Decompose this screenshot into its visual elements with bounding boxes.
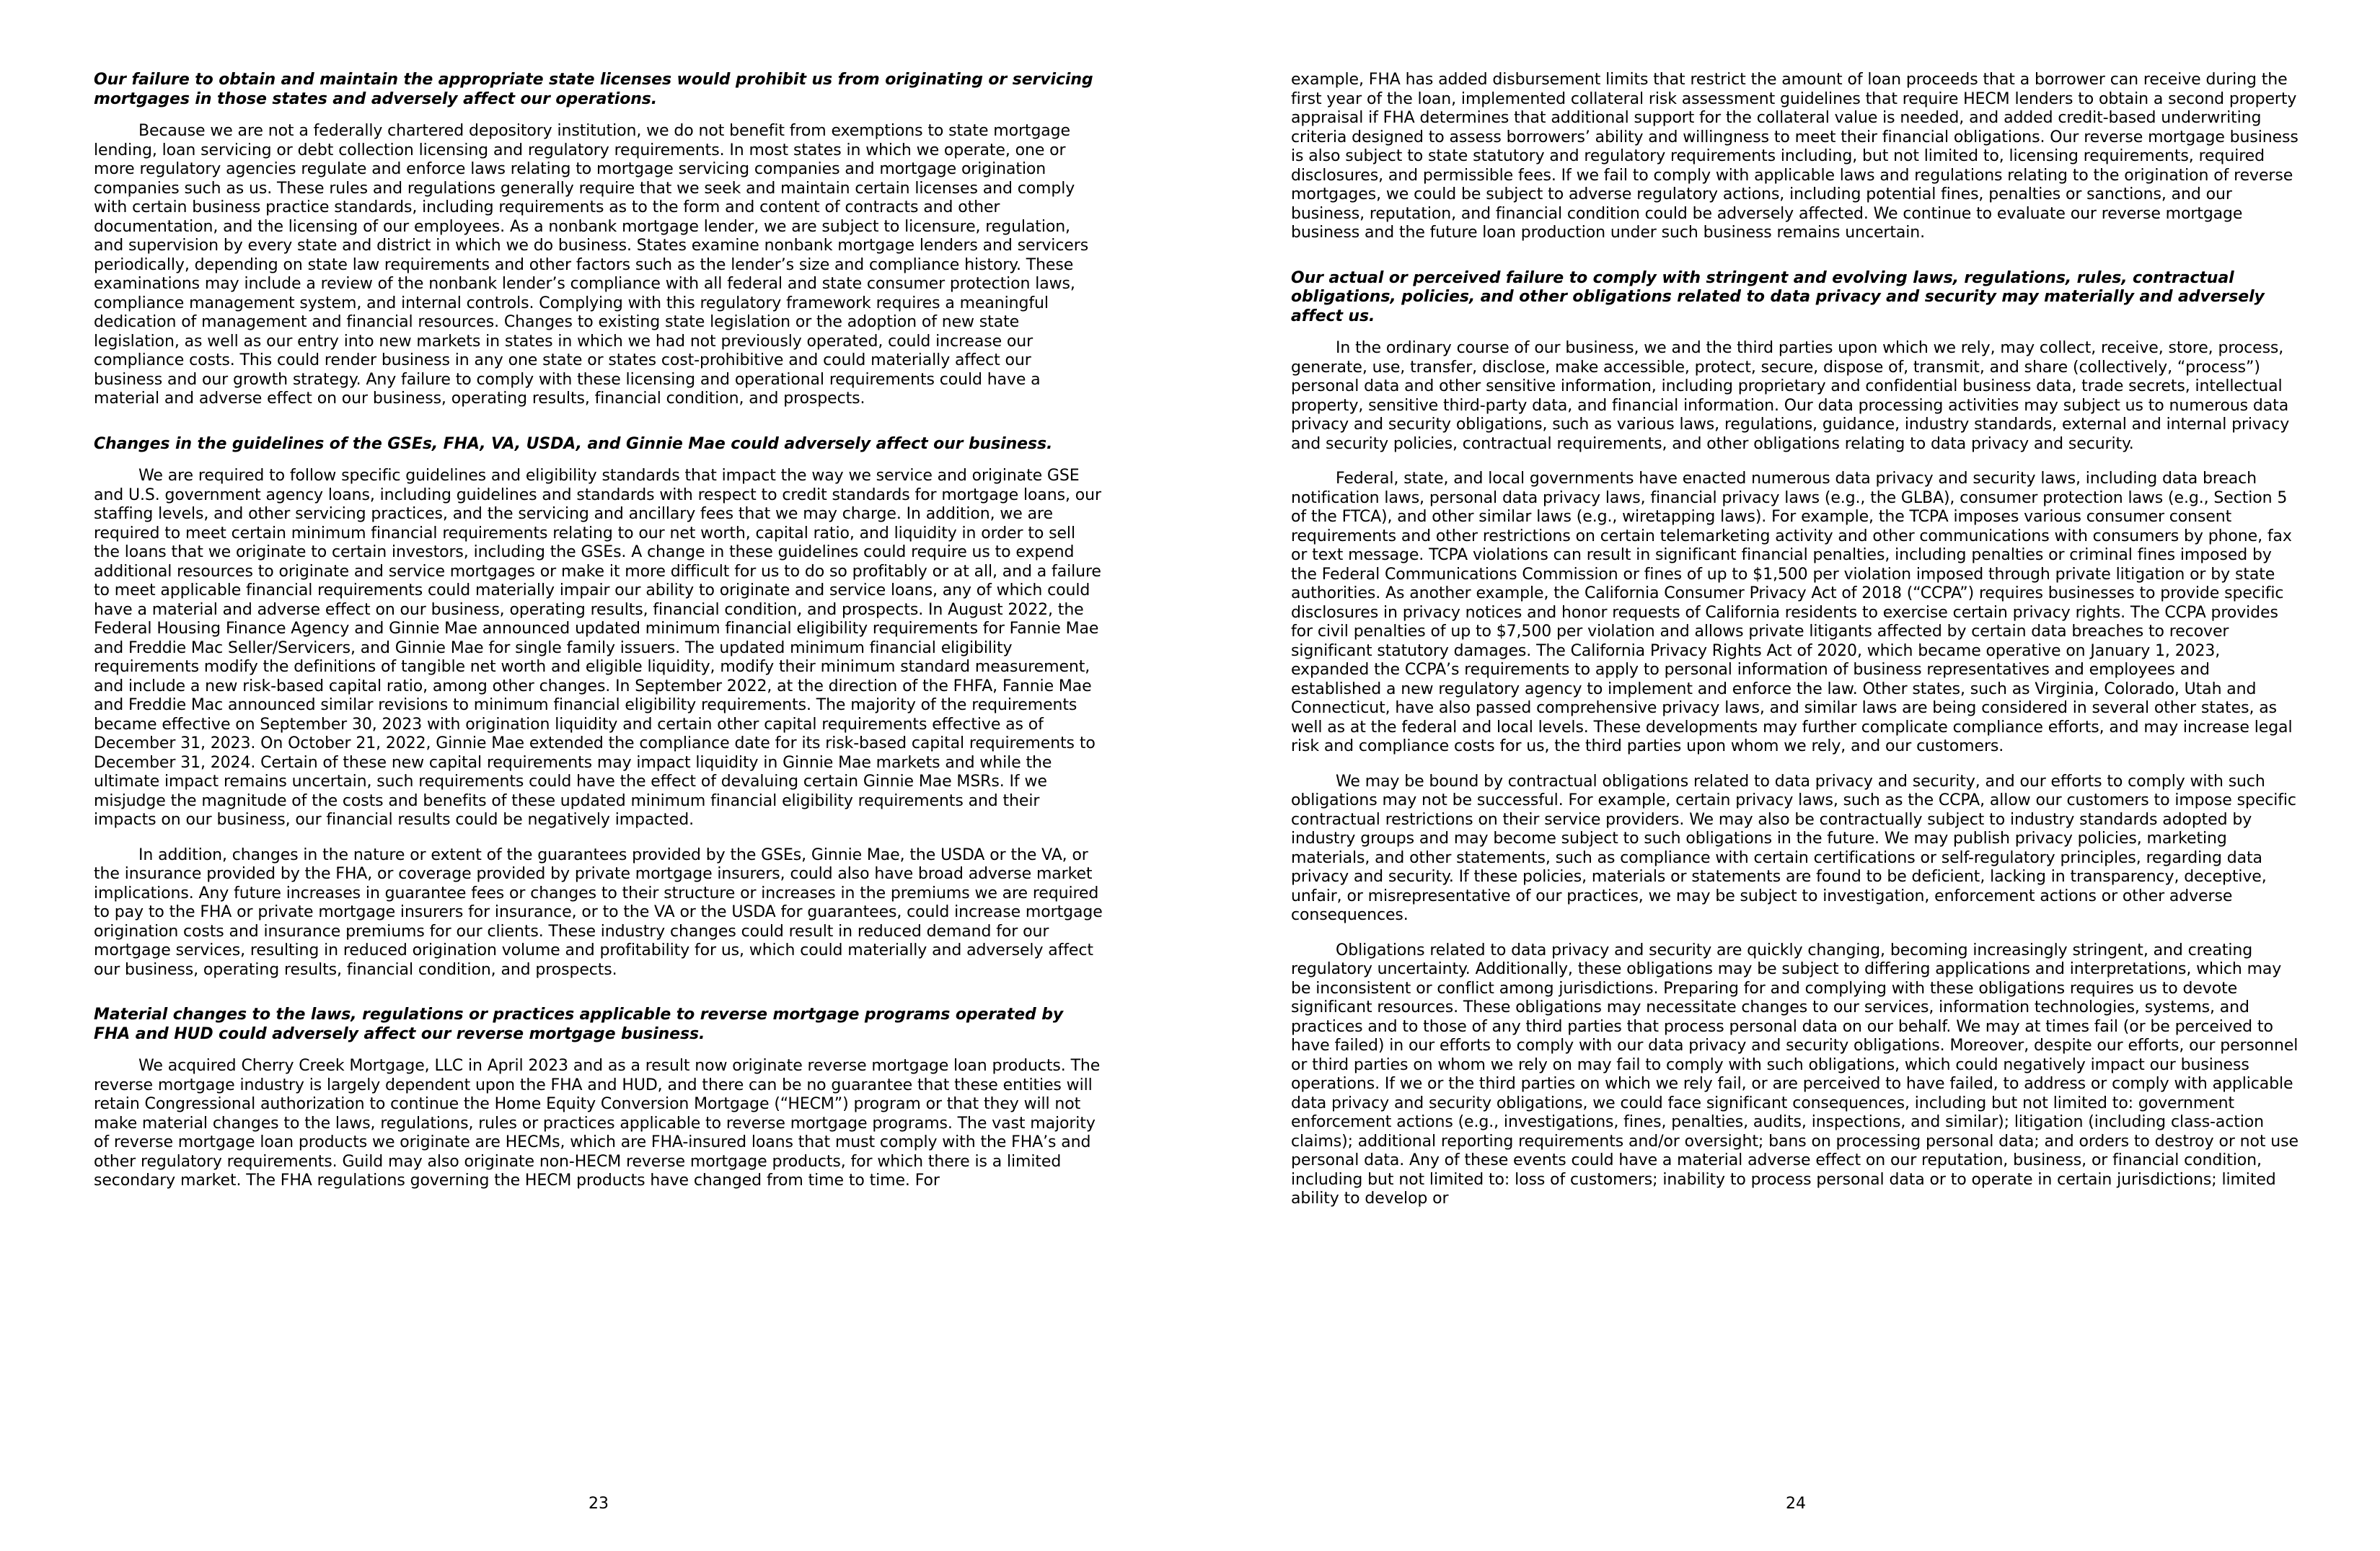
- paragraph-guarantee-changes: In addition, changes in the nature or extent of the guarantees provided by the GSEs, Ginnie Mae, the USDA or the VA, or the insurance provided by the FHA, or coverage provided by private mortgage insurers, could also have broad adverse market implications. Any future increases in guarantee fees or changes to their structure or increases in the premiums we are required to pay to the FHA or private mortgage insurers for insurance, or to the VA or the USDA for guarantees, could increase mortgage origination costs and insurance premiums for our clients. These industry changes could result in reduced demand for our mortgage services, resulting in reduced origination volume and profitability for us, which could materially and adversely affect our business, operating results, financial condition, and prospects.: [94, 845, 1103, 979]
- page-24: [1291, 0, 2301, 1551]
- paragraph-changing-obligations: Obligations related to data privacy and security are quickly changing, becoming increasingly stringent, and creating regulatory uncertainty. Additionally, these obligations may be subject to differing applications and interpretations, which may be inconsistent or conflict among jurisdictions. Preparing for and complying with these obligations requires us to devote significant resources. These obligations may necessitate changes to our services, information technologies, systems, and practices and to those of any third parties that process personal data on our behalf. We may at times fail (or be perceived to have failed) in our efforts to comply with our data privacy and security obligations. Moreover, despite our efforts, our personnel or third parties on whom we rely on may fail to comply with such obligations, which could negatively impact our business operations. If we or the third parties on which we rely fail, or are perceived to have failed, to address or comply with applicable data privacy and security obligations, we could face significant consequences, including but not limited to: government enforcement actions (e.g., investigations, fines, penalties, audits, inspections, and similar); litigation (including class-action claims); additional reporting requirements and/or oversight; bans on processing personal data; and orders to destroy or not use personal data. Any of these events could have a material adverse effect on our reputation, business, or financial condition, including but not limited to: loss of customers; inability to process personal data or to operate in certain jurisdictions; limited ability to develop or: [1291, 941, 2299, 1208]
- paragraph-state-licensing: Because we are not a federally chartered depository institution, we do not benefit from exemptions to state mortgage lending, loan servicing or debt collection licensing and regulatory requirements. In most states in which we operate, one or more regulatory agencies regulate and enforce laws relating to mortgage servicing companies and mortgage origination companies such as us. These rules and regulations generally require that we seek and maintain certain licenses and comply with certain business practice standards, including requirements as to the form and content of contracts and other documentation, and the licensing of our employees. As a nonbank mortgage lender, we are subject to licensure, regulation, and supervision by every state and district in which we do business. States examine nonbank mortgage lenders and servicers periodically, depending on state law requirements and other factors such as the lender’s size and compliance history. These examinations may include a review of the nonbank lender’s compliance with all federal and state consumer protection laws, compliance management system, and internal controls. Complying with this regulatory framework requires a meaningful dedication of management and financial resources. Changes to existing state legislation or the adoption of new state legislation, as well as our entry into new markets in states in which we had not previously operated, could increase our compliance costs. This could render business in any one state or states cost-prohibitive and could materially affect our business and our growth strategy. Any failure to comply with these licensing and operational requirements could have a material and adverse effect on our business, operating results, financial condition, and prospects.: [94, 122, 1089, 408]
- page-24-content: [1291, 71, 2301, 1225]
- page-23-content: [94, 71, 1103, 1207]
- paragraph-fha-hecm-continuation: example, FHA has added disbursement limits that restrict the amount of loan proceeds that a borrower can receive during the first year of the loan, implemented collateral risk assessment guidelines that require HECM lenders to obtain a second property appraisal if FHA determines that additional support for the collateral value is needed, and added credit-based underwriting criteria designed to assess borrowers’ ability and willingness to meet their financial obligations. Our reverse mortgage business is also subject to state statutory and regulatory requirements including, but not limited to, licensing requirements, required disclosures, and permissible fees. If we fail to comply with applicable laws and regulations relating to the origination of reverse mortgages, we could be subject to adverse regulatory actions, including potential fines, penalties or sanctions, and our business, reputation, and financial condition could be adversely affected. We continue to evaluate our reverse mortgage business and the future loan production under such business remains uncertain.: [1291, 71, 2299, 242]
- paragraph-data-processing: In the ordinary course of our business, we and the third parties upon which we rely, may collect, receive, store, process, generate, use, transfer, disclose, make accessible, protect, secure, dispose of, transmit, and share (collectively, “process”) personal data and other sensitive information, including proprietary and confidential business data, trade secrets, intellectual property, sensitive third-party data, and financial information. Our data processing activities may subject us to numerous data privacy and security obligations, such as various laws, regulations, guidance, industry standards, external and internal privacy and security policies, contractual requirements, and other obligations relating to data privacy and security.: [1291, 339, 2290, 453]
- risk-heading-data-privacy: Our actual or perceived failure to comply with stringent and evolving laws, regulations, rules, contractual obligations, policies, and other obligations related to data privacy and security may materially and adversely affect us.: [1291, 268, 2265, 325]
- page-number-23: 23: [589, 1495, 609, 1513]
- paragraph-gse-eligibility: We are required to follow specific guidelines and eligibility standards that impact the way we service and originate GSE and U.S. government agency loans, including guidelines and standards with respect to credit standards for mortgage loans, our staffing levels, and other servicing practices, and the servicing and ancillary fees that we may charge. In addition, we are required to meet certain minimum financial requirements relating to our net worth, capital ratio, and liquidity in order to sell the loans that we originate to certain investors, including the GSEs. A change in these guidelines could require us to expend additional resources to originate and service mortgages or make it more difficult for us to do so profitably or at all, and a failure to meet applicable financial requirements could materially impair our ability to originate and service loans, any of which could have a material and adverse effect on our business, operating results, financial condition, and prospects. In August 2022, the Federal Housing Finance Agency and Ginnie Mae announced updated minimum financial eligibility requirements for Fannie Mae and Freddie Mac Seller/Servicers, and Ginnie Mae for single family issuers. The updated minimum financial eligibility requirements modify the definitions of tangible net worth and eligible liquidity, modify their minimum standard measurement, and include a new risk-based capital ratio, among other changes. In September 2022, at the direction of the FHFA, Fannie Mae and Freddie Mac announced similar revisions to minimum financial eligibility requirements. The majority of the requirements became effective on September 30, 2023 with origination liquidity and certain other capital requirements effective as of December 31, 2023. On October 21, 2022, Ginnie Mae extended the compliance date for its risk-based capital requirements to December 31, 2024. Certain of these new capital requirements may impact liquidity in Ginnie Mae markets and while the ultimate impact remains uncertain, such requirements could have the effect of devaluing certain Ginnie Mae MSRs. If we misjudge the magnitude of the costs and benefits of these updated minimum financial eligibility requirements and their impacts on our business, our financial results could be negatively impacted.: [94, 467, 1101, 829]
- risk-heading-gse-guidelines: Changes in the guidelines of the GSEs, FHA, VA, USDA, and Ginnie Mae could adversely affect our business.: [94, 434, 1053, 453]
- paragraph-privacy-laws: Federal, state, and local governments have enacted numerous data privacy and security laws, including data breach notification laws, personal data privacy laws, financial privacy laws (e.g., the GLBA), consumer protection laws (e.g., Section 5 of the FTCA), and other similar laws (e.g., wiretapping laws). For example, the TCPA imposes various consumer consent requirements and other restrictions on certain telemarketing activity and other communications with consumers by phone, fax or text message. TCPA violations can result in significant financial penalties, including penalties or criminal fines imposed by the Federal Communications Commission or fines of up to $1,500 per violation imposed through private litigation or by state authorities. As another example, the California Consumer Privacy Act of 2018 (“CCPA”) requires businesses to provide specific disclosures in privacy notices and honor requests of California residents to exercise certain privacy rights. The CCPA provides for civil penalties of up to $7,500 per violation and allows private litigants affected by certain data breaches to recover significant statutory damages. The California Privacy Rights Act of 2020, which became operative on January 1, 2023, expanded the CCPA’s requirements to apply to personal information of business representatives and employees and established a new regulatory agency to implement and enforce the law. Other states, such as Virginia, Colorado, Utah and Connecticut, have also passed comprehensive privacy laws, and similar laws are being considered in several other states, as well as at the federal and local levels. These developments may further complicate compliance efforts, and may increase legal risk and compliance costs for us, the third parties upon whom we rely, and our customers.: [1291, 470, 2293, 755]
- page-number-24: 24: [1786, 1495, 1806, 1513]
- paragraph-cherry-creek: We acquired Cherry Creek Mortgage, LLC in April 2023 and as a result now originate reverse mortgage loan products. The reverse mortgage industry is largely dependent upon the FHA and HUD, and there can be no guarantee that these entities will retain Congressional authorization to continue the Home Equity Conversion Mortgage (“HECM”) program or that they will not make material changes to the laws, regulations, rules or practices applicable to reverse mortgage programs. The vast majority of reverse mortgage loan products we originate are HECMs, which are FHA-insured loans that must comply with the FHA’s and other regulatory requirements. Guild may also originate non-HECM reverse mortgage products, for which there is a limited secondary market. The FHA regulations governing the HECM products have changed from time to time. For: [94, 1057, 1101, 1190]
- paragraph-contractual-obligations: We may be bound by contractual obligations related to data privacy and security, and our efforts to comply with such obligations may not be successful. For example, certain privacy laws, such as the CCPA, allow our customers to impose specific contractual restrictions on their service providers. We may also be contractually subject to industry standards adopted by industry groups and may become subject to such obligations in the future. We may publish privacy policies, marketing materials, and other statements, such as compliance with certain certifications or self-regulatory principles, regarding data privacy and security. If these policies, materials or statements are found to be deficient, lacking in transparency, deceptive, unfair, or misrepresentative of our practices, we may be subject to investigation, enforcement actions or other adverse consequences.: [1291, 772, 2296, 924]
- risk-heading-state-licenses: Our failure to obtain and maintain the appropriate state licenses would prohibit us from originating or servicing mortgages in those states and adversely affect our operations.: [94, 71, 1093, 108]
- risk-heading-reverse-mortgage: Material changes to the laws, regulations or practices applicable to reverse mortgage programs operated by FHA and HUD could adversely affect our reverse mortgage business.: [94, 1006, 1064, 1043]
- page-23: [94, 0, 1103, 1551]
